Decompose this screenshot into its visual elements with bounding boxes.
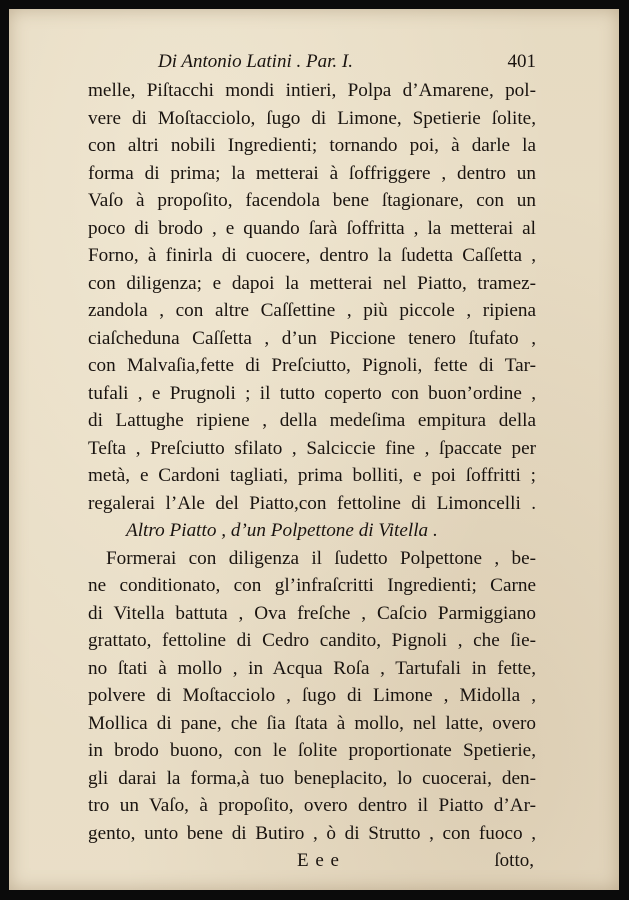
text-line: tufali , e Prugnoli ; il tutto coperto con buon’ordine , [88, 382, 536, 404]
text-line: Vaſo à propoſito, facendola bene ſtagionare, con un [88, 190, 536, 211]
text-line: con diligenza; e dapoi la metterai nel Piatto, tramez- [88, 272, 536, 294]
text-line: con altri nobili Ingredienti; tornando poi, à darle la [88, 135, 536, 156]
text-line: gento, unto bene di Butiro , ò di Strutto , con fuoco , [88, 822, 536, 844]
text-line: polvere di Moſtacciolo , ſugo di Limone , Midolla , [88, 685, 536, 706]
text-line: Teſta , Preſciutto sfilato , Salciccie fine , ſpaccate per [88, 437, 536, 459]
text-line: ne conditionato, con gl’infraſcritti Ingredienti; Carne [88, 575, 536, 596]
text-line: vere di Moſtacciolo, ſugo di Limone, Spetierie ſolite, [88, 107, 536, 129]
text-line: in brodo buono, con le ſolite proportionate Spetierie, [88, 740, 536, 761]
text-line: no ſtati à mollo , in Acqua Roſa , Tartufali in fette, [88, 657, 536, 679]
text-line: con Malvaſia,fette di Preſciutto, Pignoli, fette di Tar- [88, 355, 536, 376]
running-head: Di Antonio Latini . Par. I. [158, 51, 353, 72]
page-header [88, 51, 536, 77]
text-line: poco di brodo , e quando ſarà ſoffritta , la metterai al [88, 217, 536, 239]
text-line: Forno, à finirla di cuocere, dentro la ſudetta Caſſetta , [88, 245, 536, 266]
text-line: tro un Vaſo, à propoſito, overo dentro il Piatto d’Ar- [88, 795, 536, 816]
text-line: di Lattughe ripiene , della medeſima empitura della [88, 410, 536, 431]
text-line: melle, Piſtacchi mondi intieri, Polpa d’Amarene, pol- [88, 80, 536, 101]
text-line: regalerai l’Ale del Piatto,con fettoline di Limoncelli . [88, 492, 536, 514]
text-block [88, 51, 536, 875]
section-heading: Altro Piatto , d’un Polpettone di Vitella . [126, 520, 438, 541]
text-line: metà, e Cardoni tagliati, prima bolliti, e poi ſoffritti ; [88, 465, 536, 486]
catchword: ſotto, [494, 850, 534, 871]
text-line: Formerai con diligenza il ſudetto Polpettone , be- [106, 547, 536, 569]
text-line: di Vitella battuta , Ova freſche , Caſcio Parmiggiano [88, 602, 536, 624]
text-line: forma di prima; la metterai à ſoffriggere , dentro un [88, 162, 536, 184]
text-line: ciaſcheduna Caſſetta , d’un Piccione tenero ſtufato , [88, 327, 536, 349]
text-line: Mollica di pane, che ſia ſtata à mollo, nel latte, overo [88, 712, 536, 734]
text-line: grattato, fettoline di Cedro candito, Pignoli , che ſie- [88, 630, 536, 651]
text-line: gli darai la forma,à tuo beneplacito, lo cuocerai, den- [88, 767, 536, 789]
text-line: zandola , con altre Caſſettine , più piccole , ripiena [88, 300, 536, 321]
signature-mark: E e e [297, 850, 340, 871]
page-number: 401 [507, 51, 536, 72]
page-footer [88, 847, 536, 875]
book-page [9, 9, 619, 890]
